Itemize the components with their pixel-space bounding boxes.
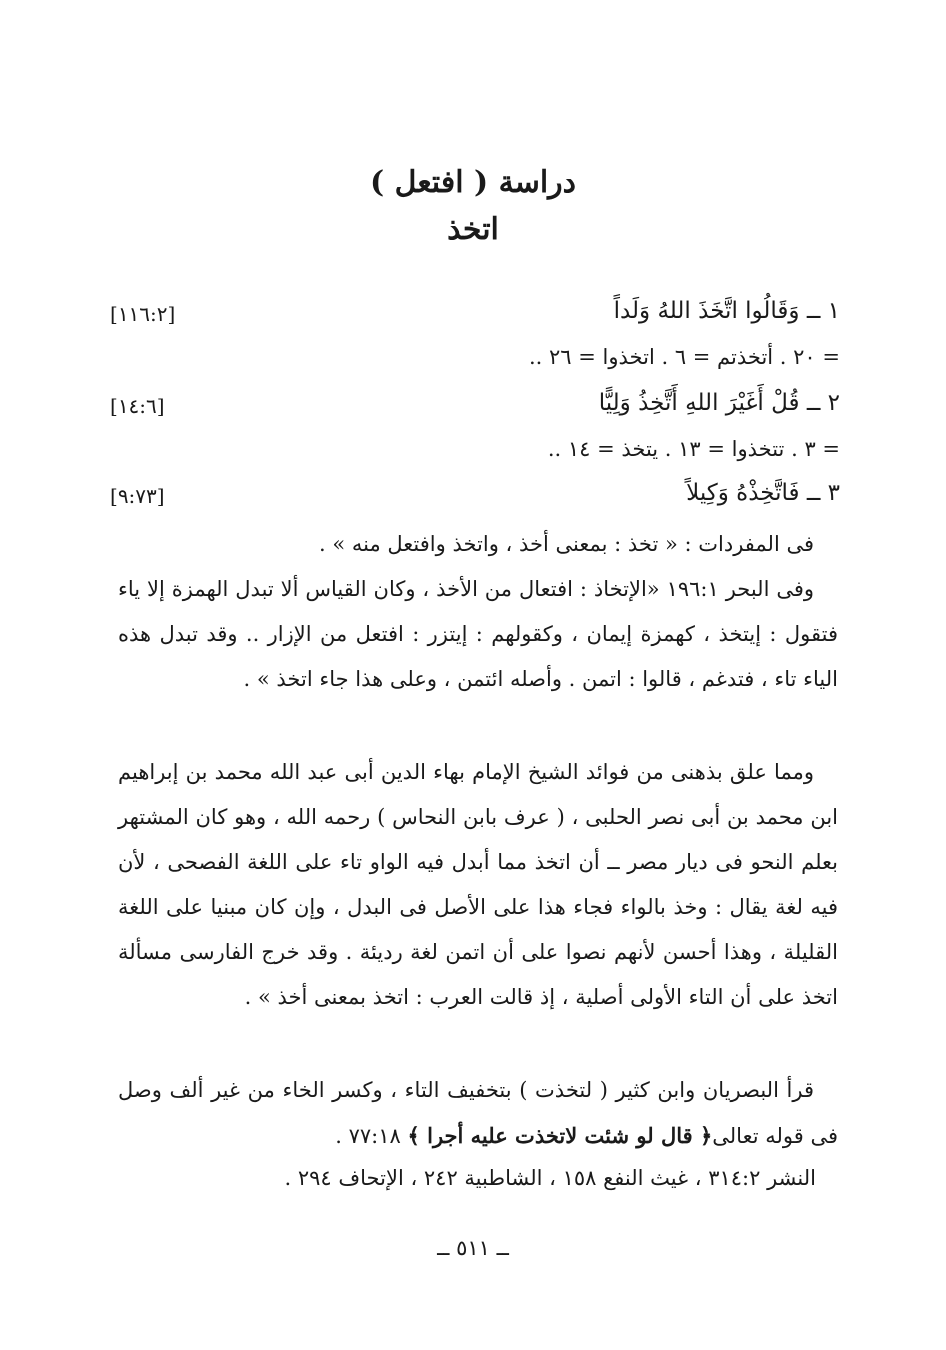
page-subtitle: اتخذ	[447, 212, 499, 247]
quran-reference: ٧٧:١٨ .	[335, 1124, 401, 1148]
verse-row-1	[110, 298, 840, 338]
count-line-1: = ٢٠ . أتخذتم = ٦ . اتخذوا = ٢٦ ..	[529, 345, 840, 369]
mufradat-paragraph	[118, 522, 838, 567]
fawaid-paragraph	[118, 750, 838, 1020]
page-title: دراسة ( افتعل )	[369, 165, 577, 200]
count-line-2: = ٣ . تتخذوا = ١٣ . يتخذ = ١٤ ..	[547, 437, 840, 461]
verse-row-2	[110, 390, 840, 430]
verse-row-3	[110, 480, 840, 520]
qiraat-text: قرأ البصريان وابن كثير ( لتخذت ) بتخفيف التاء ، وكسر الخاء من غير ألف وصل فى قوله تعالى	[118, 1078, 838, 1148]
page-number: ــ ٥١١ ــ	[437, 1236, 509, 1260]
verse-reference: [١١٦:٢]	[110, 302, 176, 326]
verse-reference: [١٤:٦]	[110, 394, 165, 418]
verse-reference: [٩:٧٣]	[110, 484, 165, 508]
quran-quote: ﴿ قال لو شئت لاتخذت عليه أجرا ﴾	[407, 1123, 713, 1148]
fawaid-text: ومما علق بذهنى من فوائد الشيخ الإمام بهاء الدين أبى عبد الله محمد بن إبراهيم ابن محمد بن أبى نصر الحلبى ، ( عرف بابن النحاس ) رحمه الله ، وهو كان المشتهر بعلم النحو فى ديار مصر ــ أن اتخذ مما أبدل فيه الواو تاء على اللغة الفصحى ، لأن فيه لغة يقال : وخذ بالواء فجاء هذا على الأصل فى البدل ، وإن كان مبنيا على اللغة القليلة ، وهذا أحسن لأنهم نصوا على أن اتمن لغة رديئة . وقد خرج الفارسى مسألة اتخذ على أن التاء الأولى أصلية ، إذ قالت العرب : اتخذ بمعنى أخذ » .	[118, 760, 838, 1009]
mufradat-text: فى المفردات : « تخذ : بمعنى أخذ ، واتخذ وافتعل منه » .	[318, 532, 814, 556]
verse-text: ١ ــ وَقَالُوا اتَّخَذَ اللهُ وَلَداً	[613, 298, 840, 324]
qiraat-paragraph	[118, 1068, 838, 1159]
verse-text: ٣ ــ فَاتَّخِذْهُ وَكِيلاً	[686, 480, 840, 506]
bahr-text: وفى البحر ١٩٦:١ «الإتخاذ : افتعال من الأخذ ، وكان القياس ألا تبدل الهمزة إلا ياء فتقول : إيتخذ ، كهمزة إيمان ، وكقولهم : إيتزر : افتعل من الإزار .. وقد تبدل هذه الياء تاء ، فتدغم ، قالوا : اتمن . وأصله ائتمن ، وعلى هذا جاء اتخذ » .	[118, 577, 838, 691]
sources-line: النشر ٣١٤:٢ ، غيث النفع ١٥٨ ، الشاطبية ٢٤٢ ، الإتحاف ٢٩٤ .	[284, 1166, 816, 1190]
bahr-paragraph	[118, 567, 838, 702]
verse-text: ٢ ــ قُلْ أَغَيْرَ اللهِ أَتَّخِذُ وَلِيًّا	[598, 390, 840, 416]
